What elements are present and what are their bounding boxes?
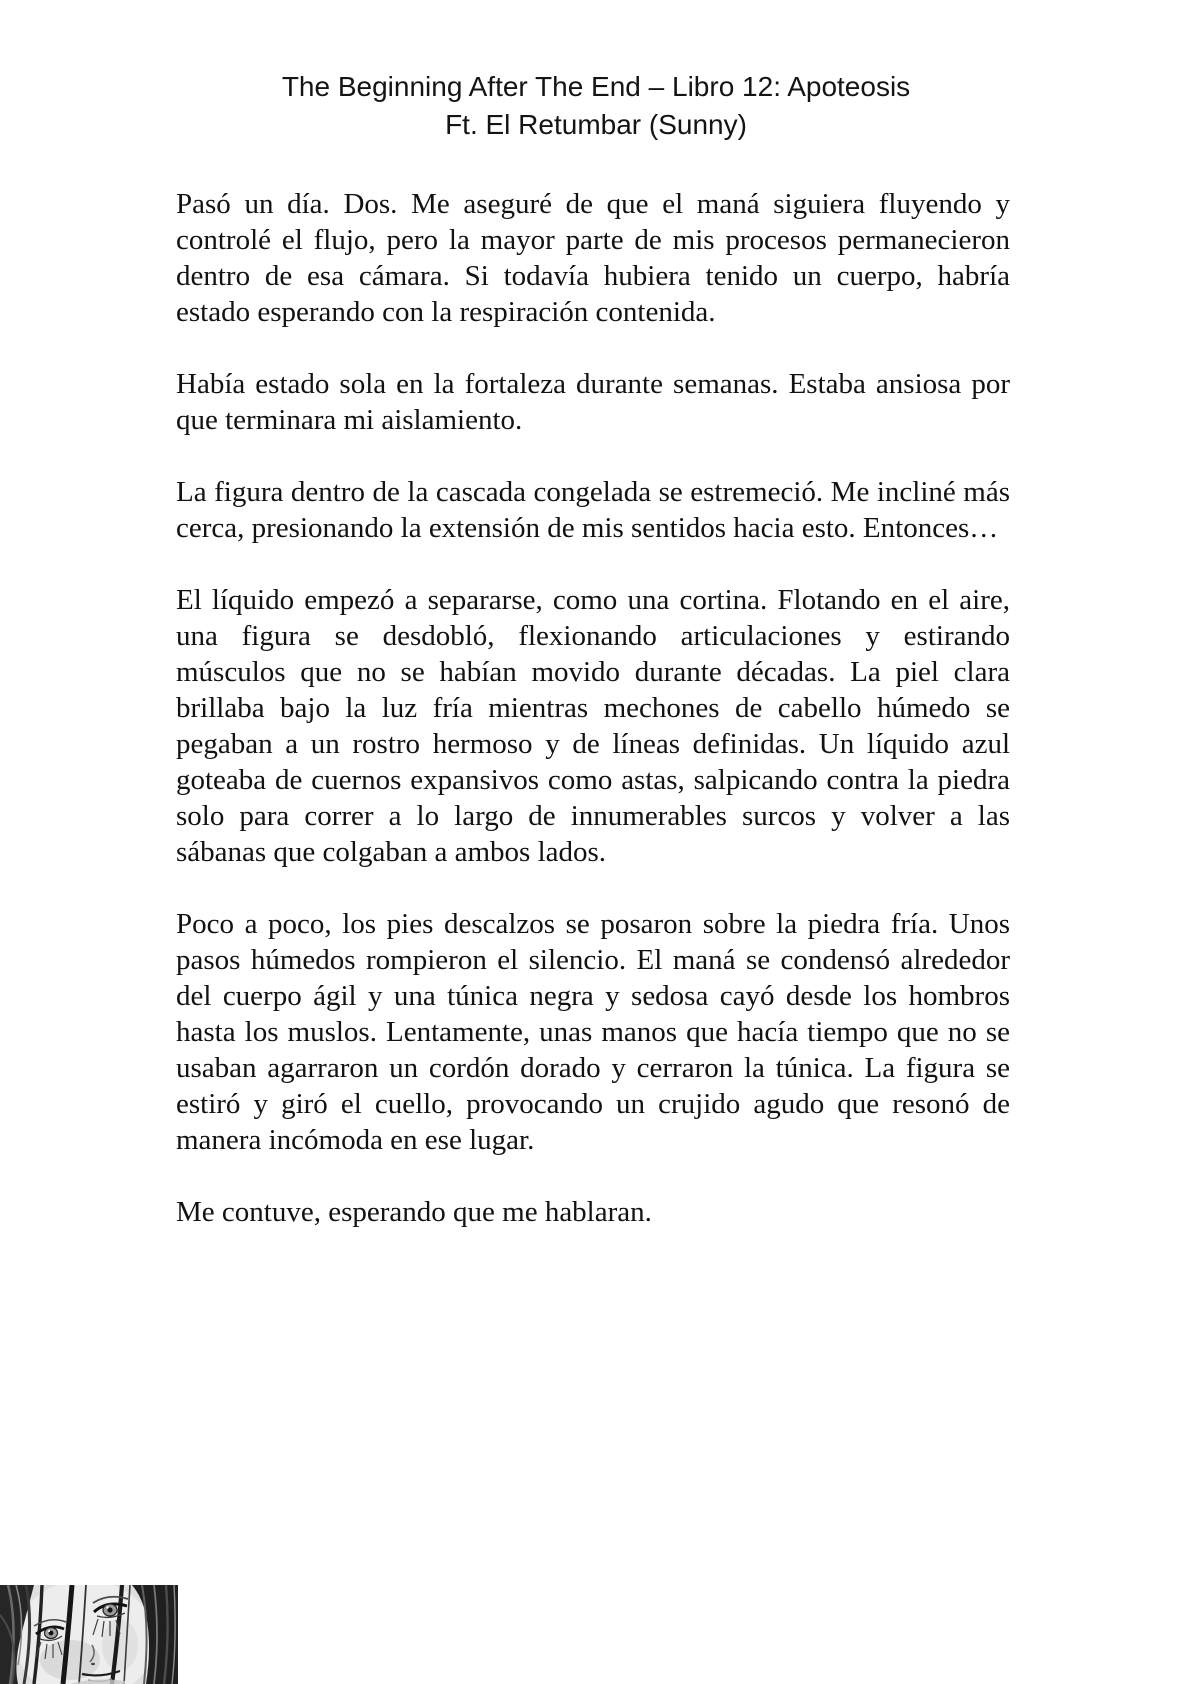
document-title: [0, 68, 1192, 144]
paragraph: Me contuve, esperando que me hablaran.: [176, 1196, 652, 1228]
paragraph: El líquido empezó a separarse, como una cortina. Flotando en el aire, una figura se desdobló, flexionando articulaciones y estirando músculos que no se habían movido durante décadas. La piel clara brillaba bajo la luz fría mientras mechones de cabello húmedo se pegaban a un rostro hermoso y de líneas definidas. Un líquido azul goteaba de cuernos expansivos como astas, salpicando contra la piedra solo para correr a lo largo de innumerables surcos y volver a las sábanas que colgaban a ambos lados.: [176, 584, 1010, 868]
paragraph: Había estado sola en la fortaleza durante semanas. Estaba ansiosa por que terminara mi aislamiento.: [176, 368, 1010, 436]
paragraph: Pasó un día. Dos. Me aseguré de que el maná siguiera fluyendo y controlé el flujo, pero la mayor parte de mis procesos permanecieron dentro de esa cámara. Si todavía hubiera tenido un cuerpo, habría estado esperando con la respiración contenida.: [176, 188, 1010, 328]
paragraph: La figura dentro de la cascada congelada se estremeció. Me incliné más cerca, presionando la extensión de mis sentidos hacia esto. Entonces…: [176, 476, 1010, 544]
title-line-2: Ft. El Retumbar (Sunny): [445, 109, 747, 140]
title-line-1: The Beginning After The End – Libro 12: Apoteosis: [281, 71, 911, 102]
document-body: [176, 186, 1010, 1230]
paragraph: Poco a poco, los pies descalzos se posaron sobre la piedra fría. Unos pasos húmedos rompieron el silencio. El maná se condensó alrededor del cuerpo ágil y una túnica negra y sedosa cayó desde los hombros hasta los muslos. Lentamente, unas manos que hacía tiempo que no se usaban agarraron un cordón dorado y cerraron la túnica. La figura se estiró y giró el cuello, provocando un crujido agudo que resonó de manera incómoda en ese lugar.: [176, 908, 1010, 1156]
manga-face-image: [0, 1585, 178, 1684]
manga-face-illustration: [0, 1585, 178, 1684]
